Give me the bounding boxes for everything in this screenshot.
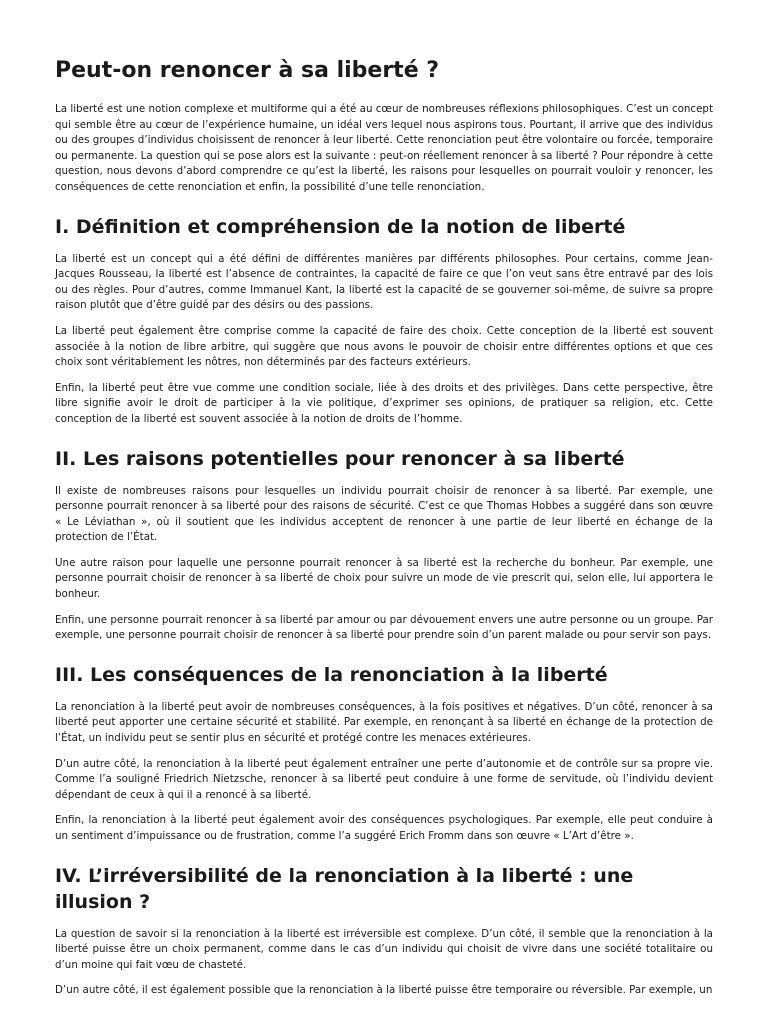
section-heading: III. Les conséquences de la renonciation à la liberté [55,663,608,686]
paragraph: Une autre raison pour laquelle une personne pourrait renoncer à sa liberté est la recherche du bonheur. Par exemple, une personne pourrait choisir de renoncer à sa liberté de choix pour suivre un mode de vie prescrit qui, selon elle, lui apportera le bonheur. [55,556,713,601]
paragraph: D’un autre côté, la renonciation à la liberté peut également entraîner une perte d’autonomie et de contrôle sur sa propre vie. Comme l’a souligné Friedrich Nietzsche, renoncer à sa liberté peut conduire à une forme de servitude, où l’individu devient dépendant de ceux à qui il a renoncé à sa liberté. [55,757,713,801]
section-heading: IV. L’irréversibilité de la renonciation à la liberté : une illusion ? [55,864,634,913]
paragraph: D’un autre côté, il est également possible que la renonciation à la liberté puisse être temporaire ou réversible. Par exemple, un [55,984,713,997]
section-heading: I. Définition et compréhension de la notion de liberté [55,215,626,238]
paragraph: Il existe de nombreuses raisons pour lesquelles un individu pourrait choisir de renoncer à sa liberté. Par exemple, une personne pourrait renoncer à sa liberté pour des raisons de sécurité. C’est ce que Thomas Hobbes a suggéré dans son œuvre « Le Léviathan », où il soutient que les individus acceptent de renoncer à une partie de leur liberté en échange de la protection de l’État. [55,484,713,544]
paragraph: Enfin, une personne pourrait renoncer à sa liberté par amour ou par dévouement envers une autre personne ou un groupe. Par exemple, une personne pourrait choisir de renoncer à sa liberté pour prendre soin d’un parent malade ou pour servir son pays. [55,613,713,642]
section-2 [55,446,713,644]
section-1 [55,214,713,428]
paragraph: Enfin, la renonciation à la liberté peut également avoir des conséquences psychologiques. Par exemple, elle peut conduire à un sentiment d’impuissance ou de frustration, comme l’a suggéré Erich Fromm dans son œuvre « L’Art d’être ». [55,814,713,842]
paragraph: La liberté peut également être comprise comme la capacité de faire des choix. Cette conception de la liberté est souvent associée à la notion de libre arbitre, qui suggère que nous avons le pouvoir de choisir entre différentes options et que ces choix sont véritablement les nôtres, non déterminés par des facteurs extérieurs. [55,324,713,369]
section-3 [55,662,713,845]
paragraph: La question de savoir si la renonciation à la liberté est irréversible est complexe. D’un côté, il semble que la renonciation à la liberté puisse être un choix permanent, comme dans le cas d’un individu qui choisit de vivre dans une société totalitaire ou d’un moine qui fait vœu de chasteté. [55,927,713,971]
intro-paragraph: La liberté est une notion complexe et multiforme qui a été au cœur de nombreuses réflexions philosophiques. C’est un concept qui semble être au cœur de l’expérience humaine, un idéal vers lequel nous aspirons tous. Pourtant, il arrive que des individus ou des groupes d’individus choisissent de renoncer à leur liberté. Cette renonciation peut être volontaire ou forcée, temporaire ou permanente. La question qui se pose alors est la suivante : peut-on réellement renoncer à sa liberté ? Pour répondre à cette question, nous devons d’abord comprendre ce qu’est la liberté, les raisons pour lesquelles on pourrait vouloir y renoncer, les conséquences de cette renonciation et enfin, la possibilité d’une telle renonciation. [55,103,713,193]
document-page [55,56,713,1009]
paragraph: La liberté est un concept qui a été défini de différentes manières par différents philosophes. Pour certains, comme Jean-Jacques Rousseau, la liberté est l’absence de contraintes, la capacité de faire ce que l’on veut sans être entravé par des lois ou des règles. Pour d’autres, comme Immanuel Kant, la liberté est la capacité de se gouverner soi-même, de suivre sa propre raison plutôt que d’être guidé par des désirs ou des passions. [55,252,713,312]
section-4 [55,863,713,999]
paragraph: La renonciation à la liberté peut avoir de nombreuses conséquences, à la fois positives et négatives. D’un côté, renoncer à sa liberté peut apporter une certaine sécurité et stabilité. Par exemple, en renonçant à sa liberté en échange de la protection de l’État, un individu peut se sentir plus en sécurité et protégé contre les menaces extérieures. [55,700,713,745]
paragraph: Enfin, la liberté peut être vue comme une condition sociale, liée à des droits et des privilèges. Dans cette perspective, être libre signifie avoir le droit de participer à la vie politique, d’exprimer ses opinions, de pratiquer sa religion, etc. Cette conception de la liberté est souvent associée à la notion de droits de l’homme. [55,381,713,425]
section-heading: II. Les raisons potentielles pour renoncer à sa liberté [55,447,625,470]
page-title: Peut-on renoncer à sa liberté ? [55,58,440,83]
